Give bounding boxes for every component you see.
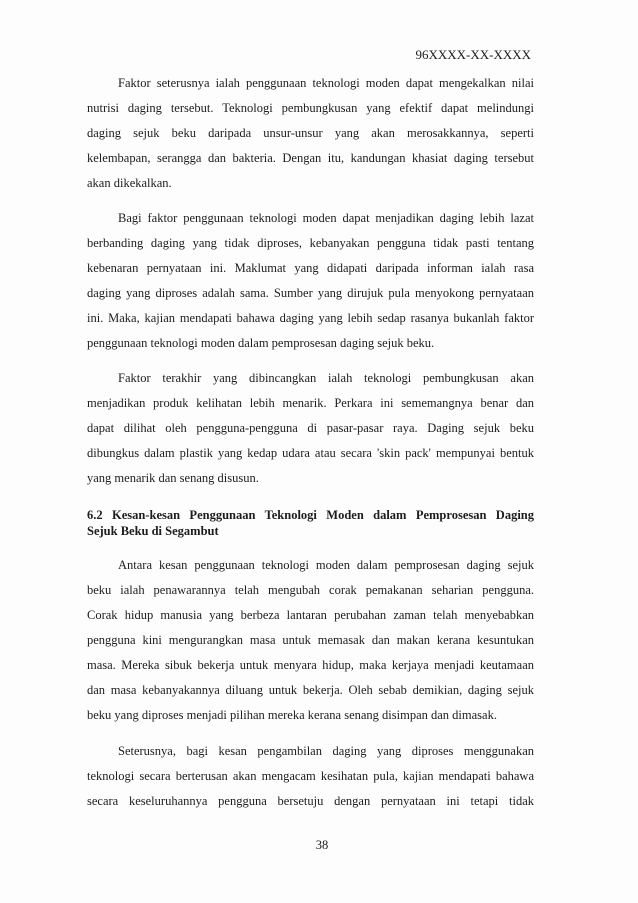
paragraph-line: daging sejuk beku daripada unsur-unsur yang akan merosakkannya, seperti (87, 126, 534, 140)
paragraph-line: ini. Maka, kajian mendapati bahawa daging yang lebih sedap rasanya bukanlah faktor (87, 311, 534, 325)
paragraph-line: penggunaan teknologi moden dalam pemprosesan daging sejuk beku. (87, 336, 435, 350)
paragraph-line: beku yang diproses menjadi pilihan mereka kerana senang disimpan dan dimasak. (87, 708, 497, 722)
paragraph-line: pengguna kini mengurangkan masa untuk memasak dan makan kerana kesuntukan (87, 633, 534, 647)
paragraph-line: Faktor seterusnya ialah penggunaan teknologi moden dapat mengekalkan nilai (118, 76, 534, 90)
section-heading (87, 507, 534, 539)
paragraph-line: dibungkus dalam plastik yang kedap udara atau secara 'skin pack' mempunyai bentuk (87, 446, 534, 460)
page-number: 38 (315, 838, 329, 852)
paragraph-line: Antara kesan penggunaan teknologi moden dalam pemprosesan daging sejuk (118, 558, 534, 572)
paragraph-line: kelembapan, serangga dan bakteria. Dengan itu, kandungan khasiat daging tersebut (87, 151, 534, 165)
paragraph-line: secara keseluruhannya pengguna bersetuju dengan pernyataan ini tetapi tidak (87, 794, 534, 808)
body-paragraph (87, 206, 534, 356)
paragraph-line: Seterusnya, bagi kesan pengambilan daging yang diproses menggunakan (118, 744, 534, 758)
document-id-header: 96XXXX-XX-XXXX (415, 47, 531, 62)
paragraph-line: nutrisi daging tersebut. Teknologi pembungkusan yang efektif dapat melindungi (87, 101, 534, 115)
paragraph-line: Bagi faktor penggunaan teknologi moden dapat menjadikan daging lebih lazat (118, 211, 534, 225)
paragraph-line: dapat dilihat oleh pengguna-pengguna di pasar-pasar raya. Daging sejuk beku (87, 421, 534, 435)
paragraph-line: teknologi secara berterusan akan mengacam kesihatan pula, kajian mendapati bahawa (87, 769, 534, 783)
paragraph-line: yang menarik dan senang disusun. (87, 471, 259, 485)
paragraph-line: kebenaran pernyataan ini. Maklumat yang didapati daripada informan ialah rasa (87, 261, 534, 275)
paragraph-line: daging yang diproses adalah sama. Sumber yang dirujuk pula menyokong pernyataan (87, 286, 534, 300)
paragraph-line: Corak hidup manusia yang berbeza lantaran perubahan zaman telah menyebabkan (87, 608, 534, 622)
body-paragraph (87, 71, 534, 196)
paragraph-line: masa. Mereka sibuk bekerja untuk menyara hidup, maka kerjaya menjadi keutamaan (87, 658, 534, 672)
body-paragraph (87, 366, 534, 491)
section-title-part: Kesan-kesan Penggunaan Teknologi Moden dalam Pemprosesan Daging (112, 508, 535, 522)
paragraph-line: dan masa kebanyakannya diluang untuk bekerja. Oleh sebab demikian, daging sejuk (87, 683, 534, 697)
section-heading-line: Sejuk Beku di Segambut (87, 524, 219, 538)
paragraph-line: akan dikekalkan. (87, 176, 172, 190)
paragraph-line: berbanding daging yang tidak diproses, kebanyakan pengguna tidak pasti tentang (87, 236, 534, 250)
paragraph-line: beku ialah penawarannya telah mengubah corak pemakanan seharian pengguna. (87, 583, 534, 597)
paragraph-line: menjadikan produk kelihatan lebih menarik. Perkara ini sememangnya benar dan (87, 396, 534, 410)
body-paragraph (87, 739, 534, 814)
section-heading-line (87, 507, 534, 523)
body-paragraph (87, 553, 534, 728)
section-number: 6.2 (87, 508, 103, 522)
paragraph-line: Faktor terakhir yang dibincangkan ialah teknologi pembungkusan akan (118, 371, 534, 385)
